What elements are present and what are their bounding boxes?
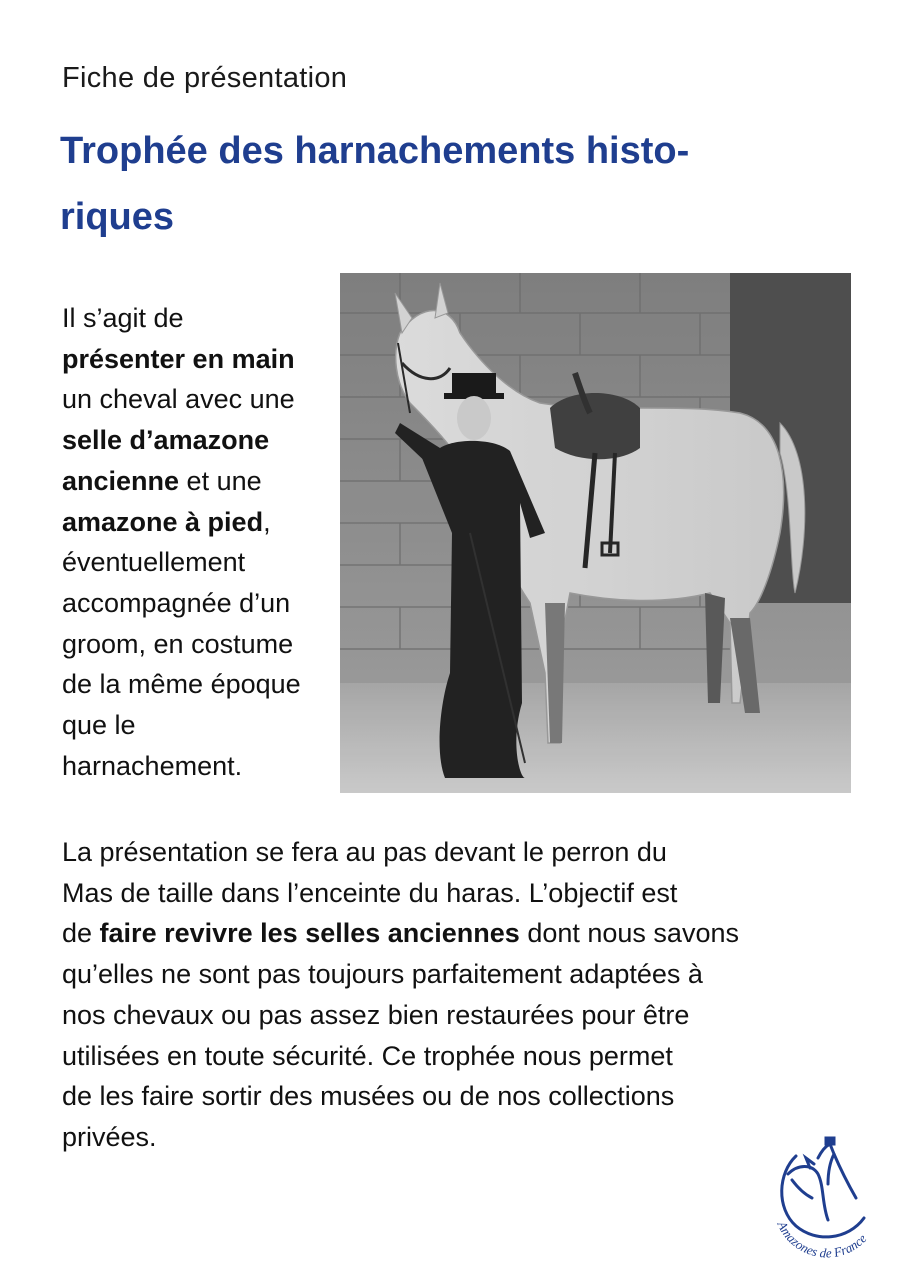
document-kicker: Fiche de présentation — [62, 62, 348, 94]
intro-line: groom, en costume — [62, 628, 294, 659]
intro-text: et une — [179, 465, 262, 496]
intro-emphasis: présenter en main — [62, 343, 295, 374]
intro-paragraph — [62, 298, 342, 786]
logo-text: Amazones de France — [774, 1218, 870, 1261]
intro-line: que le — [62, 710, 136, 741]
body-line — [62, 913, 842, 954]
intro-line: accompagnée d’un — [62, 587, 291, 618]
intro-line — [62, 339, 342, 380]
intro-emphasis: ancienne — [62, 465, 180, 496]
intro-emphasis: amazone à pied — [62, 506, 264, 537]
svg-text:Amazones de France — [774, 1218, 870, 1261]
body-line: La présentation se fera au pas devant le perron du — [62, 837, 667, 867]
description-paragraph — [62, 832, 842, 1158]
intro-line: Il s’agit de — [62, 303, 184, 333]
body-line: privées. — [62, 1121, 157, 1152]
intro-line: éventuellement — [62, 547, 246, 578]
intro-line: de la même époque — [62, 669, 301, 700]
historic-photo-horse-and-rider — [340, 273, 851, 793]
body-line: nos chevaux ou pas assez bien restaurées pour être — [62, 999, 690, 1030]
body-text: de — [62, 918, 100, 949]
title-line-2: riques — [60, 196, 175, 238]
body-text: dont nous savons — [519, 918, 739, 949]
body-line: de les faire sortir des musées ou de nos collections — [62, 1081, 675, 1112]
intro-line: un cheval avec une — [62, 384, 295, 415]
intro-text: , — [263, 506, 271, 537]
body-line: qu’elles ne sont pas toujours parfaitement adaptées à — [62, 959, 703, 990]
intro-emphasis: selle d’amazone — [62, 425, 270, 456]
intro-line: harnachement. — [62, 750, 243, 781]
intro-line — [62, 461, 342, 502]
title-line-1: Trophée des harnachements histo- — [60, 130, 690, 172]
body-line: Mas de taille dans l’enceinte du haras. L’objectif est — [62, 877, 678, 908]
body-emphasis: faire revivre les selles anciennes — [99, 918, 520, 949]
amazones-de-france-logo — [768, 1128, 890, 1268]
page-title — [60, 118, 760, 250]
intro-line — [62, 420, 342, 461]
intro-line — [62, 502, 342, 543]
body-line: utilisées en toute sécurité. Ce trophée nous permet — [62, 1040, 673, 1071]
